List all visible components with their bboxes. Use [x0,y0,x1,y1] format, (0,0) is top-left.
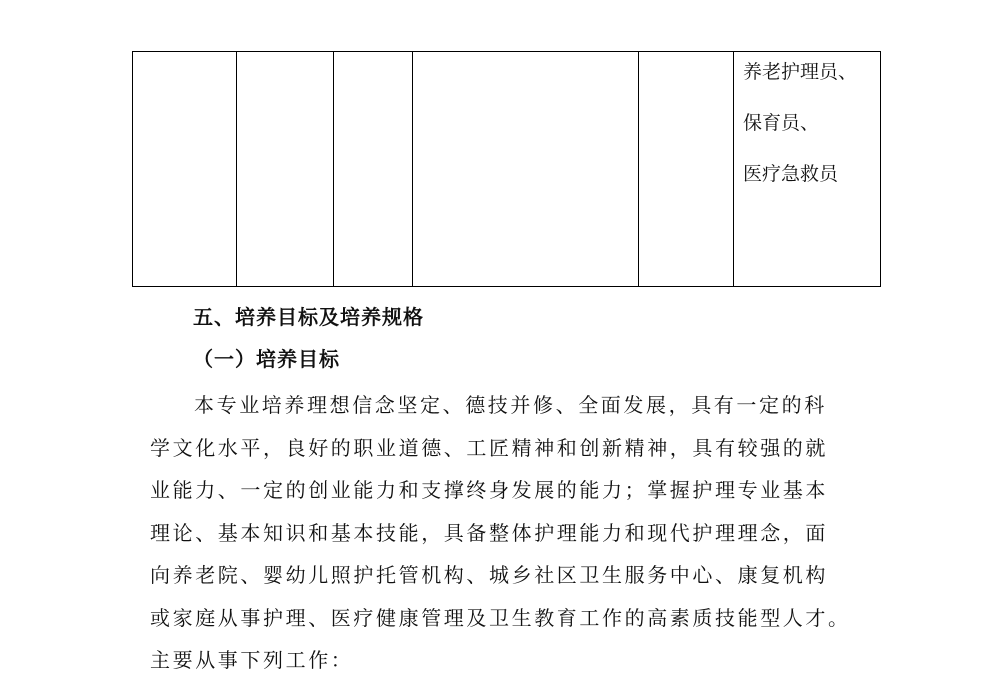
occupation-item: 保育员、 [743,112,820,134]
table-cell [334,52,413,287]
table-cell [237,52,334,287]
paragraph-line: 本专业培养理想信念坚定、德技并修、全面发展，具有一定的科 [194,393,827,417]
paragraph-line: 学文化水平，良好的职业道德、工匠精神和创新精神，具有较强的就 [150,435,828,460]
table-cell-occupations [734,52,881,287]
table-cell [639,52,734,287]
paragraph-line: 理论、基本知识和基本技能，具备整体护理能力和现代护理理念，面 [150,520,828,545]
occupation-item: 医疗急救员 [743,163,839,185]
paragraph-line: 或家庭从事护理、医疗健康管理及卫生教育工作的高素质技能型人才。 [150,605,851,630]
table-cell [413,52,639,287]
paragraph-line: 业能力、一定的创业能力和支撑终身发展的能力；掌握护理专业基本 [150,478,828,502]
subsection-heading: （一）培养目标 [193,347,340,371]
occupation-item: 养老护理员、 [743,61,858,83]
paragraph-line: 主要从事下列工作： [150,648,354,672]
table-row [133,52,881,287]
occupation-table [132,51,881,287]
paragraph-line: 向养老院、婴幼儿照护托管机构、城乡社区卫生服务中心、康复机构 [150,563,828,587]
table-cell [133,52,237,287]
body-paragraph [150,384,850,682]
section-heading: 五、培养目标及培养规格 [193,305,424,329]
